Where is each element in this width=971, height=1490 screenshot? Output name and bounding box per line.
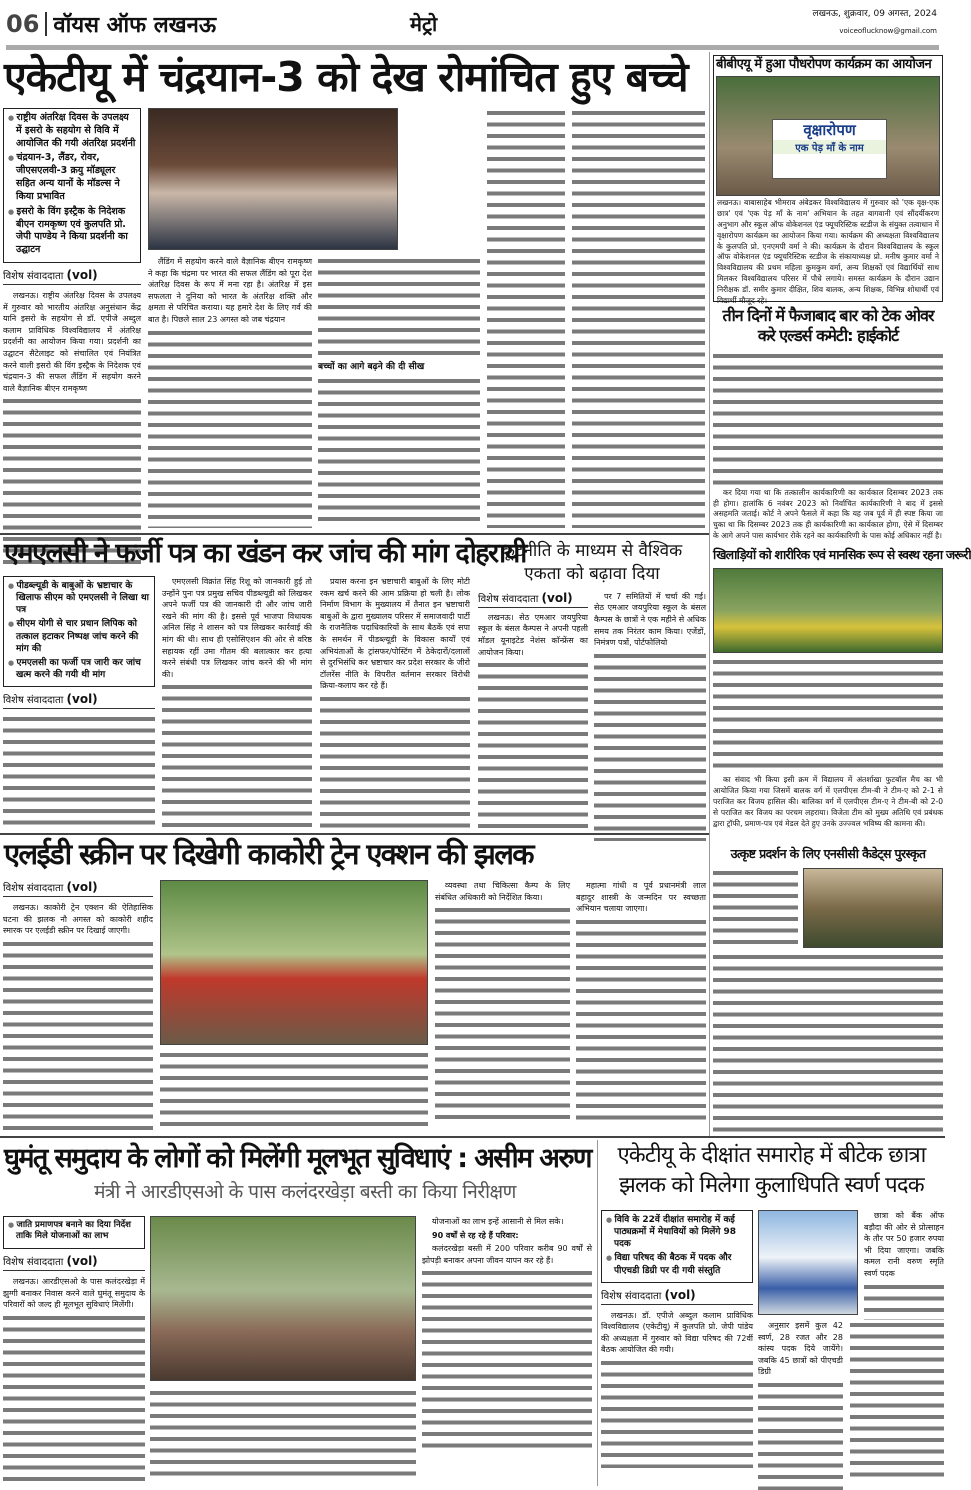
aktu-col4 — [850, 1320, 944, 1483]
headline-line: एकता को बढ़ावा दिया — [524, 563, 660, 584]
aktu-left-column — [601, 1210, 753, 1484]
ghumantu-col3: योजनाओं का लाभ इन्हें आसानी से मिल सके। 90 वर्षों से रह रहे हैं परिवार: कलंदरखेड़ा बस्ती में 200 परिवार करीब 90 वर्षों से झोपड़ी बनाकर अपना जीवन यापन कर रहे हैं। — [422, 1216, 592, 1483]
subhead: बच्चों का आगे बढ़ने की दी सीख — [318, 362, 425, 372]
highlight-item: ● विद्या परिषद की बैठक में पदक और पीएचडी डिग्री पर दी गयी संस्तुति — [606, 1252, 748, 1276]
mlc-col2: एमएलसी विक्रांत सिंह रिशू को जानकारी हुई तो उन्होंने पुनः पत्र प्रमुख सचिव पीडब्ल्यूडी को लिखकर अपने फर्जी पत्र की जानकारी दी और जांच जारी रखने की मांग की है। इससे पूर्व भाजपा विधायक अनिल सिंह ने शासन को पत्र लिखकर कार्रवाई की मांग की थी। साथ ही एसोसिएशन की ओर से वरिष्ठ सहायक रहीं उमा गौतम की बलात्कार कर हत्या करने संबंधी पत्र लिखकर जांच करने की भी मांग की। — [162, 576, 312, 828]
bbau-headline: बीबीएयू में हुआ पौधरोपण कार्यक्रम का आयोजन — [716, 57, 932, 72]
exhibition-photo — [148, 108, 398, 250]
football-team-photo — [713, 568, 943, 653]
diplomacy-col1-wrap — [478, 591, 588, 830]
section-rule — [0, 533, 709, 535]
column-divider — [597, 1140, 598, 1486]
byline: विशेष संवाददाता (vol) — [3, 1254, 145, 1271]
ncc-headline: उत्कृष्ट प्रदर्शन के लिए एनसीसी कैडेट्स पुरस्कृत — [730, 846, 926, 861]
faizabad-headline: तीन दिनों में फैजाबाद बार को टेक ओवर करे एल्डर्स कमेटी: हाईकोर्ट — [722, 306, 934, 345]
email: voiceoflucknow@gmail.com — [839, 27, 937, 35]
ghumantu-left-column — [3, 1216, 145, 1484]
mlc-highlights — [3, 576, 155, 687]
headline-line: कूटनीति के माध्यम से वैश्विक — [501, 541, 683, 561]
section-rule — [0, 833, 709, 835]
highlight-item: ● इसरो के विंग इस्ट्रैक के निदेशक बीएन रामकृष्ण एवं कुलपति प्रो. जेपी पाण्डेय ने किया प्रदर्शनी का उद्घाटन — [8, 206, 136, 257]
mlc-headline: एमएलसी ने फर्जी पत्र का खंडन कर जांच की मांग दोहरायी — [4, 538, 526, 569]
masthead — [6, 8, 216, 40]
paper-name: वॉयस ऑफ लखनऊ — [53, 13, 217, 38]
led-left-column — [3, 880, 153, 1130]
mlc-col1 — [3, 714, 155, 830]
subhead: 90 वर्षों से रह रहे हैं परिवार: — [432, 1230, 519, 1240]
plantation-photo — [716, 76, 940, 196]
mlc-left-column — [3, 576, 155, 830]
aktu-col2: छात्रा को बैंक ऑफ बड़ौदा की ओर से प्रोत्साहन के तौर पर 50 हजार रुपया भी दिया जाएगा। जबकि कमल रानी वरुण स्मृति स्वर्ण पदक — [864, 1210, 944, 1315]
story1-highlights — [3, 108, 141, 263]
ghumantu-col1: लखनऊ। आरडीएसओ के पास कलंदरखेड़ा में झुग्गी बनाकर निवास करने वाले घुमंतू समुदाय के परिवारों को जल्द ही मूलभूत सुविधाएं मिलेंगी। — [3, 1276, 145, 1484]
dateline: लखनऊ, शुक्रवार, 09 अगस्त, 2024 — [812, 9, 937, 19]
section-rule — [0, 1136, 945, 1138]
byline: विशेष संवाददाता (vol) — [3, 268, 141, 285]
highlight-item: ● एमएलसी का फर्जी पत्र जारी कर जांच खत्म करने की गयी थी मांग — [8, 657, 150, 681]
story1-col5 — [572, 108, 705, 528]
led-col4: महात्मा गांधी व पूर्व प्रधानमंत्री लाल बहादुर शास्त्री के जन्मदिन पर स्वच्छता अभियान चलाया जाएगा। — [576, 880, 706, 1130]
page-number: 06 — [6, 10, 40, 38]
led-headline: एलईडी स्क्रीन पर दिखेगी काकोरी ट्रेन एक्शन की झलक — [4, 837, 533, 871]
diplomacy-story — [478, 540, 706, 830]
column-divider — [709, 52, 710, 1137]
ghumantu-highlights — [3, 1216, 145, 1249]
banner — [772, 119, 887, 179]
story1-left-column — [3, 108, 141, 530]
players-text: का संवाद भी किया इसी क्रम में विद्यालय में अंतर्शाखा फुटबॉल मैच का भी आयोजित किया गया जिसमें बालक वर्ग में एलपीएस टीम-बी ने टीम-ए को 2-1 से पराजित कर विजय हासिल की। बालिका वर्ग में एलपीएस टीम-ए ने टीम-बी को 2-0 से पराजित कर विजय का परचम लहराया। विजेता टीम को मुख्य अतिथि एवं प्रबंधक द्वारा ट्रॉफी, प्रमाण-पत्र एवं मेडल देते हुए उनके उज्ज्वल भविष्य की कामना की। — [713, 657, 943, 842]
bbau-box — [713, 55, 943, 305]
story1-col2: लैंडिंग में सहयोग करने वाले वैज्ञानिक बीएन रामकृष्ण ने कहा कि चंद्रमा पर भारत की सफल लैंडिंग को पूरा देश अंतरिक्ष दिवस के रूप में मना रहा है। अंतरिक्ष में इस सफलता ने दुनिया को भारत के अंतरिक्ष शक्ति और क्षमता से परिचित कराया। यह हमारे देश के लिए गर्व की बात है। पिछले साल 23 अगस्त को जब चंद्रयान — [148, 256, 312, 530]
faizabad-story — [713, 306, 943, 544]
diplomacy-headline — [478, 540, 706, 586]
highlight-item: ● राष्ट्रीय अंतरिक्ष दिवस के उपलक्ष्य में इसरो के सहयोग से विवि में आयोजित की गयी अंतरिक्ष प्रदर्शनी — [8, 112, 136, 150]
ncc-text-2 — [713, 952, 943, 1132]
kakori-inspection-photo — [160, 880, 428, 1045]
mlc-col3: प्रयास करना इन भ्रष्टाचारी बाबुओं के लिए मोटी रकम खर्च करने की आम प्रक्रिया हो चली है। लोक निर्माण विभाग के मुख्यालय में तैनात इन भ्रष्टाचारी बाबुओं के द्वारा मुख्यालय परिसर में समाजवादी पार्टी के राजनैतिक पदाधिकारियों के साथ बैठकें एवं सपा के समर्थन में पीडब्ल्यूडी के विकास कार्यों एवं अभियंताओं के ट्रांसफर/पोस्टिंग में ठेकेदारों/दलालों से दुरभिसंधि कर भ्रष्टाचार कर प्रदेश सरकार के जीरो टॉलरेंस नीति के विपरीत वर्तमान सरकार विरोधी क्रिया-कलाप कर रहे हैं। — [320, 576, 470, 828]
led-col1: लखनऊ। काकोरी ट्रेन एक्शन की ऐतिहासिक घटना की झलक नौ अगस्त को काकोरी शहीद स्मारक पर एलईडी स्क्रीन पर दिखाई जाएगी। — [3, 902, 153, 1130]
banner-subtitle: एक पेड़ माँ के नाम — [773, 140, 886, 154]
minister-visit-photo — [150, 1216, 416, 1381]
ncc-text — [713, 868, 798, 948]
ghumantu-subheadline: मंत्री ने आरडीएसओ के पास कलंदरखेड़ा बस्ती का किया निरीक्षण — [94, 1181, 516, 1203]
aktu-col1: लखनऊ। डॉ. एपीजे अब्दुल कलाम प्राविधिक विश्वविद्यालय (एकेटीयू) में कुलपति प्रो. जेपी पांडेय की अध्यक्षता में गुरुवार को विद्या परिषद की 72वीं बैठक आयोजित की गयी। — [601, 1310, 753, 1484]
aktu-col3: अनुसार इसमें कुल 42 स्वर्ण, 28 रजत और 28 कांस्य पदक दिये जायेंगे। जबकि 45 छात्रों को पीएचडी डिग्री — [758, 1320, 843, 1483]
led-col3: व्यवस्था तथा चिकित्सा कैम्प के लिए संबंधित अधिकारी को निर्देशित किया। — [435, 880, 570, 1130]
header-rule — [6, 45, 939, 50]
diplomacy-col1: लखनऊ। सेठ एमआर जयपुरिया स्कूल के बंसल कैम्पस ने अपनी पहली मॉडल यूनाइटेड नेशंस कॉन्फ्रेंस का आयोजन किया। — [478, 612, 588, 830]
players-headline: खिलाड़ियों को शारीरिक एवं मानसिक रूप से स्वस्थ रहना जरूरी — [713, 547, 971, 562]
headline-line: झलक को मिलेगा कुलाधिपति स्वर्ण पदक — [619, 1172, 924, 1198]
faizabad-text: कर दिया गया था कि तत्कालीन कार्यकारिणी का कार्यकाल दिसम्बर 2023 तक ही होगा। हालांकि 6 नवंबर 2023 को निर्वाचित कार्यकारिणी ने बाद में इससे असहमति जताई। कोर्ट ने अपने फैसले में कहा कि यह जब पूर्व में ही स्पष्ट किया जा चुका था कि दिसम्बर 2023 तक ही कार्यकारिणी का कार्यकाल होगा, ऐसे में दिसम्बर के आगे अपने पास कार्यभार रोके रहने का कार्यकारिणी के पास कोई अधिकार नहीं है। — [713, 351, 943, 544]
masthead-divider — [45, 12, 47, 36]
banner-title: वृक्षारोपण — [803, 121, 856, 139]
section-name: मेट्रो — [410, 12, 438, 36]
story1-lead: लखनऊ। राष्ट्रीय अंतरिक्ष दिवस के उपलक्ष्य में गुरुवार को भारतीय अंतरिक्ष अनुसंधान केंद्र यानि इसरो के सहयोग से डॉ. एपीजे अब्दुल कलाम प्राविधिक विश्वविद्यालय में अंतरिक्ष प्रदर्शनी का आयोजन किया गया। प्रदर्शनी का उद्घाटन सैटेलाइट को संचालित एवं नियंत्रित करने वाली इसरो की विंग इस्ट्रैक के निदेशक एवं चंद्रयान-3 की सफल लैंडिंग में सहयोग करने वाले वैज्ञानिक बीएन रामकृष्ण — [3, 290, 141, 530]
byline: विशेष संवाददाता (vol) — [3, 880, 153, 897]
ghumantu-col2 — [150, 1388, 416, 1483]
story1-col4 — [487, 108, 565, 528]
diplomacy-body — [478, 591, 706, 830]
story1-col3 — [318, 256, 480, 530]
bbau-text: लखनऊ। बाबासाहेब भीमराव अंबेडकर विश्वविद्यालय में गुरुवार को 'एक वृक्ष-एक छात्र' एवं 'एक पेड़ माँ के नाम' अभियान के तहत बागवानी एवं सौंदर्यीकरण अनुभाग और स्कूल ऑफ वोकेशनल एंड फ्यूचरिस्टिक स्टडीज के संयुक्त तत्वाधान में वृक्षारोपण कार्यक्रम का आयोजन किया गया। कार्यक्रम की अध्यक्षता विश्वविद्यालय के कुलपति प्रो. एनएमपी वर्मा ने की। कार्यक्रम के दौरान विश्वविद्यालय के स्कूल ऑफ वोकेशनल एंड फ्यूचरिस्टिक स्टडीज के संकायाध्यक्ष प्रो. मनीष कुमार वर्मा ने विश्वविद्यालय की प्रथम महिला कुमकुम वर्मा, अन्य शिक्षकों एवं विद्यार्थियों साथ मिलकर विश्वविद्यालय परिसर में पौधे लगाये। समस्त कार्यक्रम के दौरान उद्यान निरीक्षक डॉ. समीर कुमार दीक्षित, शिव बालक, अन्य शिक्षक, विभिन्न शोधार्थी एवं विद्यार्थी मौजूद रहे। — [717, 198, 939, 305]
diplomacy-col2: पर 7 समितियों में चर्चा की गई। सेठ एमआर जयपुरिया स्कूल के बंसल कैम्पस के छात्रों ने एक महीने से अधिक समय तक निरंतर काम किया। एजेंडों, निमंत्रण पत्रों, पोर्टफोलियो — [594, 591, 706, 830]
byline: विशेष संवाददाता (vol) — [478, 591, 588, 608]
aktu-building-photo — [758, 1210, 858, 1315]
byline: विशेष संवाददाता (vol) — [3, 692, 155, 709]
highlight-item: ● विवि के 22वें दीक्षांत समारोह में कई पाठ्यक्रमों में मेधावियों को मिलेंगे 98 पदक — [606, 1214, 748, 1250]
highlight-item: ● चंद्रयान-3, लैंडर, रोवर, जीएसएलवी-3 क्रयु मॉड्यूलर सहित अन्य यानों के मॉडल्स ने किया प्रभावित — [8, 152, 136, 203]
headline-line: एकेटीयू के दीक्षांत समारोह में बीटेक छात्रा — [617, 1143, 926, 1168]
led-col2 — [160, 1050, 428, 1130]
ncc-cadets-photo — [803, 868, 943, 948]
byline: विशेष संवाददाता (vol) — [601, 1288, 753, 1305]
highlight-item: ● जाति प्रमाणपत्र बनाने का दिया निर्देश ताकि मिले योजनाओं का लाभ — [8, 1220, 140, 1243]
aktu-highlights — [601, 1210, 753, 1283]
ghumantu-headline: घुमंतू समुदाय के लोगों को मिलेंगी मूलभूत सुविधाएं : असीम अरुण — [4, 1143, 591, 1174]
story1-headline: एकेटीयू में चंद्रयान-3 को देख रोमांचित हुए बच्चे — [4, 53, 688, 101]
highlight-item: ● सीएम योगी से चार प्रधान लिपिक को तत्काल हटाकर निष्पक्ष जांच करने की मांग की — [8, 618, 150, 654]
aktu-headline — [600, 1141, 943, 1205]
highlight-item: ● पीडब्ल्यूडी के बाबुओं के भ्रष्टाचार के खिलाफ सीएम को एमएलसी ने लिखा था पत्र — [8, 580, 150, 616]
